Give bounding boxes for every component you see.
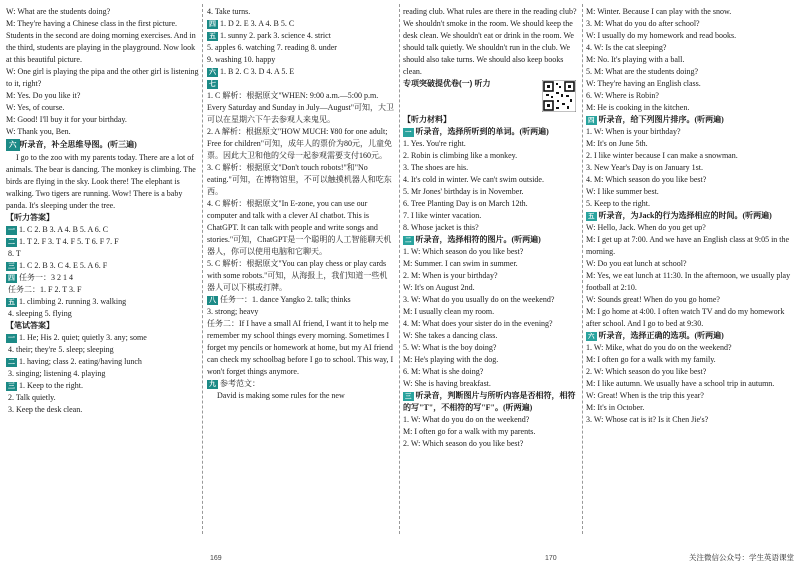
text-line: W: Sounds great! When do you go home? bbox=[586, 295, 720, 304]
qr-code-icon bbox=[542, 80, 578, 112]
text-line: M: No. It's playing with a ball. bbox=[586, 55, 685, 64]
answer-line: 5. apples 6. watching 7. reading 8. under bbox=[207, 43, 337, 52]
text-line: M: Good! I'll buy it for your birthday. bbox=[6, 115, 127, 124]
text-line: M: It's on June 5th. bbox=[586, 139, 648, 148]
text-line: W: I usually do my homework and read books. bbox=[586, 31, 737, 40]
text-line: 1. W: Which season do you like best? bbox=[403, 247, 524, 256]
answer-row bbox=[6, 368, 199, 380]
section-badge: 三 bbox=[405, 393, 412, 400]
section-badge: 九 bbox=[209, 381, 216, 388]
section-2-items bbox=[403, 246, 578, 390]
section-4-items bbox=[586, 126, 796, 210]
section-instruction: 听录音，选择正确的选项。(听两遍) bbox=[598, 331, 724, 340]
column-divider bbox=[582, 4, 583, 534]
answer-text: 1. climbing 2. running 3. walking bbox=[19, 297, 127, 306]
text-line: 2. A 解析：根据原文"HOW MUCH: ¥80 for one adult; Free for children"可知，成年人的票价为80元，儿童免票。因此大卫和他的父母一起参观需要支付160元。 bbox=[207, 127, 393, 160]
text-line: 2. Robin is climbing like a monkey. bbox=[403, 151, 518, 160]
text-line: M: I usually clean my room. bbox=[403, 307, 495, 316]
answer-row bbox=[6, 260, 199, 272]
section-badge: 二 bbox=[405, 237, 412, 244]
text-line: W: Thank you, Ben. bbox=[6, 127, 71, 136]
section-badge: 五 bbox=[588, 213, 595, 220]
answer-line: 任务一：1. dance Yangko 2. talk; thinks bbox=[220, 295, 351, 304]
text-line: 3. W: Whose cat is it? Is it Chen Jie's? bbox=[586, 415, 709, 424]
text-line: 2. W: Which season do you like best? bbox=[403, 439, 524, 448]
section-badge: 四 bbox=[588, 117, 595, 124]
text-line: W: Yes, of course. bbox=[6, 103, 65, 112]
text-line: 4. W: Is the cat sleeping? bbox=[586, 43, 667, 52]
section-instruction: 听录音，选择所听到的单词。(听两遍) bbox=[415, 127, 549, 136]
answer-row bbox=[6, 344, 199, 356]
written-answers-list bbox=[6, 332, 199, 416]
text-line: 3. New Year's Day is on January 1st. bbox=[586, 163, 703, 172]
listening-answers-list bbox=[6, 224, 199, 320]
text-line: M: Yes, we eat lunch at 11:30. In the afternoon, we usually play football at 2:10. bbox=[586, 271, 791, 292]
answer-text: 2. Talk quietly. bbox=[8, 393, 56, 402]
section-badge: 四 bbox=[8, 275, 15, 282]
text-line: M: I get up at 7:00. And we have an English class at 9:05 in the morning. bbox=[586, 235, 790, 256]
answer-line: 任务二：If I have a small AI friend, I want it to help me remember my school things every morning. Sometimes I forget my pencils or homework at home, but my AI friend can check my schoolbag before I go to school. This way, I won't forget things anymore. bbox=[207, 319, 394, 376]
answer-text: 4. sleeping 5. flying bbox=[8, 309, 72, 318]
section-badge: 一 bbox=[8, 227, 15, 234]
answer-row bbox=[6, 392, 199, 404]
answer-text: 1. C 2. B 3. A 4. B 5. A 6. C bbox=[19, 225, 109, 234]
section-badge: 二 bbox=[8, 359, 15, 366]
text-line: 4. C 解析：根据原文"In E-zone, you can use our computer and talk with a clever AI chatbot. This is ChatGPT. It can talk with people and write songs and stories."可知，ChatGPT是一个聪明的人工智能聊天机器人，你可以使用电脑和它聊天。 bbox=[207, 199, 392, 256]
text-line: M: I go home at 4:00. I often watch TV and do my homework after school. And I go to bed at 9:30. bbox=[586, 307, 785, 328]
section-badge: 一 bbox=[405, 129, 412, 136]
text-line: 3. The shoes are his. bbox=[403, 163, 469, 172]
text-line: 6. M: What is she doing? bbox=[403, 367, 484, 376]
text-line: M: Yes. Do you like it? bbox=[6, 91, 81, 100]
text-line: W: They're having an English class. bbox=[586, 79, 701, 88]
text-line: W: Hello, Jack. When do you get up? bbox=[586, 223, 706, 232]
text-line: 7. I like winter vacation. bbox=[403, 211, 482, 220]
answer-row bbox=[6, 308, 199, 320]
text-line: M: Winter. Because I can play with the snow. bbox=[586, 7, 732, 16]
answer-text: 8. T bbox=[8, 249, 21, 258]
written-answers-heading: 【笔试答案】 bbox=[6, 321, 54, 330]
section-badge: 四 bbox=[209, 21, 216, 28]
section-badge: 五 bbox=[209, 33, 216, 40]
answer-line: 4. Take turns. bbox=[207, 7, 251, 16]
listening-answers-heading: 【听力答案】 bbox=[6, 213, 54, 222]
text-line: 3. C 解析：根据原文"Don't touch robots!"和"No eating."可知，在博物馆里，不可以触摸机器人和吃东西。 bbox=[207, 163, 392, 196]
section-title: 专项突破提优卷(一) 听力 bbox=[403, 79, 491, 88]
section-5-items bbox=[586, 222, 796, 330]
answer-text: 任务二：1. F 2. T 3. F bbox=[8, 285, 82, 294]
text-line: 5. Mr Jones' birthday is in November. bbox=[403, 187, 524, 196]
text-line: 5. W: What is the boy doing? bbox=[403, 343, 497, 352]
answer-line: 1. sunny 2. park 3. science 4. strict bbox=[220, 31, 331, 40]
answer-row bbox=[6, 356, 199, 368]
column-3 bbox=[403, 6, 578, 536]
answer-text: 1. T 2. F 3. T 4. F 5. T 6. F 7. F bbox=[19, 237, 119, 246]
text-line: 2. M: When is your birthday? bbox=[403, 271, 498, 280]
zoo-passage: I go to the zoo with my parents today. There are a lot of animals. The bear is dancing. The monkey is climbing. The birds are flying in the sky. Look there! The elephant is walking. Two tigers are running. Wow! There is a baby panda. It's sleeping under the tree. bbox=[6, 153, 196, 210]
section-badge: 二 bbox=[8, 239, 15, 246]
answer-row bbox=[6, 224, 199, 236]
text-line: W: What are the students doing? bbox=[6, 7, 111, 16]
text-line: 5. C 解析：根据原文"You can play chess or play cards with some robots."可知，从海报上，我们知道一些机器人可以下棋或打牌。 bbox=[207, 259, 388, 292]
answer-row bbox=[6, 248, 199, 260]
answer-line: 1. D 2. E 3. A 4. B 5. C bbox=[220, 19, 295, 28]
text-line: 1. C 解析：根据原文"WHEN: 9:00 a.m.—5:00 p.m. Every Saturday and Sunday in July—August"可知，大卫可以在星期六下午去参观人来鬼见。 bbox=[207, 91, 395, 124]
section-instruction: 听录音，给下列图片排序。(听两遍) bbox=[598, 115, 724, 124]
answer-row bbox=[6, 404, 199, 416]
text-line: 1. W: When is your birthday? bbox=[586, 127, 681, 136]
reading-explanations bbox=[207, 90, 395, 294]
text-line: 6. W: Where is Robin? bbox=[586, 91, 659, 100]
section-3-continued bbox=[586, 6, 796, 114]
column-divider bbox=[202, 4, 203, 534]
section-badge: 三 bbox=[8, 263, 15, 270]
dialogue-block bbox=[6, 6, 199, 138]
listening-material-heading: 【听力材料】 bbox=[403, 115, 451, 124]
section-1-items bbox=[403, 138, 578, 234]
answer-line: 3. strong; heavy bbox=[207, 307, 259, 316]
section-badge: 三 bbox=[8, 383, 15, 390]
section-6-items bbox=[586, 342, 796, 426]
footer-note: 关注微信公众号：学生英语课堂 bbox=[689, 553, 794, 562]
column-1 bbox=[6, 6, 199, 536]
answer-line: 9. washing 10. happy bbox=[207, 55, 276, 64]
text-line: W: She is having breakfast. bbox=[403, 379, 491, 388]
page-number-left: 169 bbox=[210, 555, 222, 562]
section-badge: 五 bbox=[8, 299, 15, 306]
section-instruction: 听录音，为Jack的行为选择相应的时间。(听两遍) bbox=[598, 211, 772, 220]
answer-text: 3. singing; listening 4. playing bbox=[8, 369, 106, 378]
answer-text: 1. He; His 2. quiet; quietly 3. any; some bbox=[19, 333, 147, 342]
page-number-right: 170 bbox=[545, 555, 557, 562]
answer-row bbox=[6, 284, 199, 296]
answer-line: 参考范文： bbox=[220, 379, 260, 388]
section-3-items bbox=[403, 414, 578, 450]
text-line: 3. M: What do you do after school? bbox=[586, 19, 700, 28]
text-line: M: It's in October. bbox=[586, 403, 645, 412]
text-line: W: She takes a dancing class. bbox=[403, 331, 498, 340]
section-badge: 七 bbox=[209, 81, 216, 88]
text-line: 4. M: Which season do you like best? bbox=[586, 175, 707, 184]
text-line: 5. Keep to the right. bbox=[586, 199, 650, 208]
section-badge: 六 bbox=[209, 69, 216, 76]
column-4 bbox=[586, 6, 796, 536]
text-line: 8. Whose jacket is this? bbox=[403, 223, 479, 232]
text-line: M: I like autumn. We usually have a school trip in autumn. bbox=[586, 379, 775, 388]
column-divider bbox=[399, 4, 400, 534]
text-line: W: Great! When is the trip this year? bbox=[586, 391, 704, 400]
answer-row bbox=[6, 296, 199, 308]
answer-row bbox=[6, 380, 199, 392]
answer-text: 4. their; they're 5. sleep; sleeping bbox=[8, 345, 114, 354]
text-line: M: Summer. I can swim in summer. bbox=[403, 259, 518, 268]
text-line: 1. W: Mike, what do you do on the weekend? bbox=[586, 343, 732, 352]
passage-continuation: reading club. What rules are there in the reading club? We shouldn't smoke in the room. We should keep the desk clean. We shouldn't eat or drink in the room. We should talk quietly. We shouldn't run in the club. We should also take turns. We should also keep books clean. bbox=[403, 7, 577, 76]
text-line: M: They're having a Chinese class in the first picture. Students in the second are doing morning exercises. And in the third, students are playing in the playground. Now look at this beautiful picture. bbox=[6, 19, 196, 64]
text-line: 3. W: What do you usually do on the weekend? bbox=[403, 295, 555, 304]
text-line: 5. M: What are the students doing? bbox=[586, 67, 699, 76]
section-instruction: 听录音，选择相符的图片。(听两遍) bbox=[415, 235, 541, 244]
answer-line: 1. B 2. C 3. D 4. A 5. E bbox=[220, 67, 295, 76]
section-badge: 八 bbox=[209, 297, 216, 304]
text-line: W: It's on August 2nd. bbox=[403, 283, 475, 292]
answer-row bbox=[6, 332, 199, 344]
section-badge: 一 bbox=[8, 335, 15, 342]
answer-text: 任务一：3 2 1 4 bbox=[19, 273, 73, 282]
answer-text: 1. having; class 2. eating/having lunch bbox=[19, 357, 142, 366]
text-line: 4. It's cold in winter. We can't swim outside. bbox=[403, 175, 544, 184]
answer-text: 1. Keep to the right. bbox=[19, 381, 83, 390]
column-2 bbox=[207, 6, 395, 536]
text-line: M: I often go for a walk with my parents. bbox=[403, 427, 536, 436]
text-line: W: I like summer best. bbox=[586, 187, 659, 196]
section-badge: 六 bbox=[588, 333, 595, 340]
text-line: M: He is cooking in the kitchen. bbox=[586, 103, 690, 112]
text-line: W: Do you eat lunch at school? bbox=[586, 259, 687, 268]
text-line: 6. Tree Planting Day is on March 12th. bbox=[403, 199, 528, 208]
answer-row bbox=[6, 272, 199, 284]
text-line: M: He's playing with the dog. bbox=[403, 355, 499, 364]
text-line: 2. I like winter because I can make a snowman. bbox=[586, 151, 738, 160]
text-line: 1. W: What do you do on the weekend? bbox=[403, 415, 530, 424]
section-instruction: 听录音，判断图片与所听内容是否相符，相符的写"T"，不相符的写"F"。(听两遍) bbox=[403, 391, 576, 412]
answer-row bbox=[6, 236, 199, 248]
text-line: 2. W: Which season do you like best? bbox=[586, 367, 707, 376]
text-line: 4. M: What does your sister do in the evening? bbox=[403, 319, 553, 328]
text-line: 1. Yes. You're right. bbox=[403, 139, 466, 148]
section-6-title: 听录音，补全思维导图。(听三遍) bbox=[19, 140, 137, 149]
answer-text: 1. C 2. B 3. C 4. E 5. A 6. F bbox=[19, 261, 108, 270]
sample-essay: David is making some rules for the new bbox=[217, 391, 345, 400]
answer-text: 3. Keep the desk clean. bbox=[8, 405, 83, 414]
text-line: W: One girl is playing the pipa and the other girl is listening to it, right? bbox=[6, 67, 199, 88]
section-6-badge: 六 bbox=[6, 139, 20, 151]
text-line: M: I often go for a walk with my family. bbox=[586, 355, 716, 364]
